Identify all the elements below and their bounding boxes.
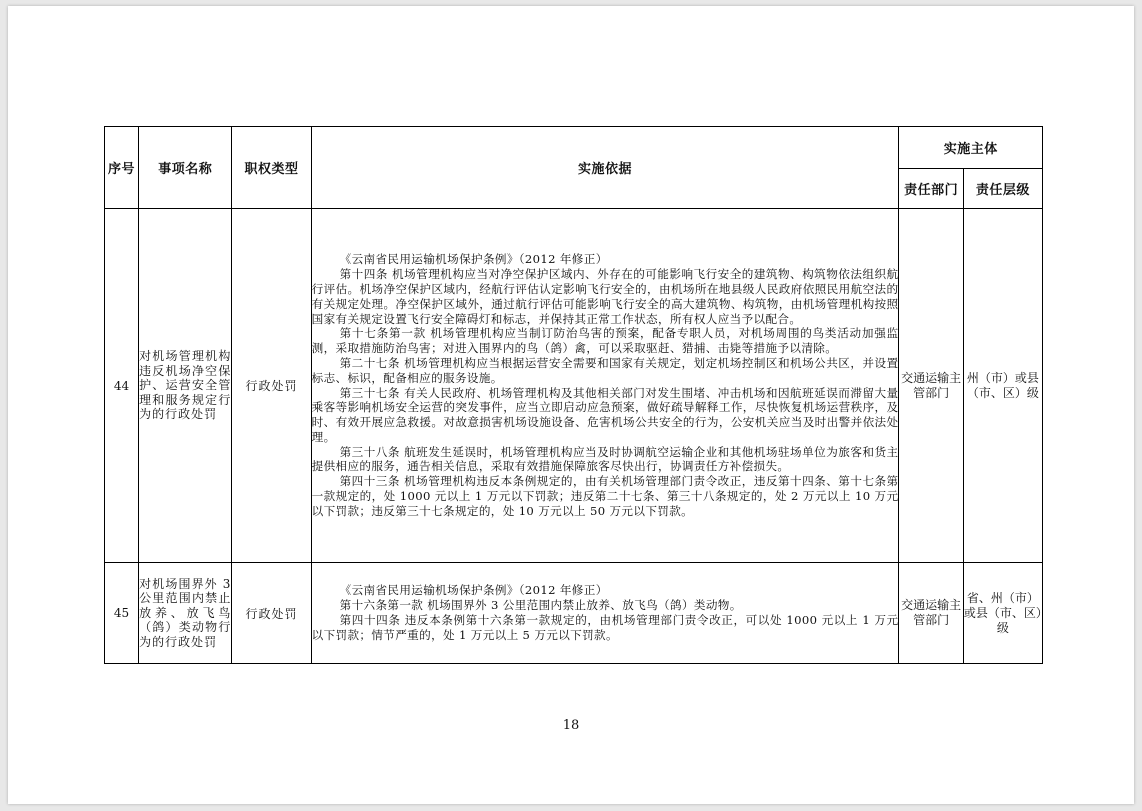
basis-paragraph: 第十七条第一款 机场管理机构应当制订防治鸟害的预案，配备专职人员，对机场周围的鸟类活动加强监测，采取措施防治鸟害；对进入围界内的鸟（鸽）禽，可以采取驱赶、猎捕、击毙等措施予以清除。 (311, 326, 899, 356)
header-subject: 实施主体 (899, 127, 1043, 169)
header-item-name: 事项名称 (139, 127, 232, 209)
row-number: 44 (105, 209, 139, 563)
document-page (8, 6, 1134, 804)
header-dept: 责任部门 (899, 169, 963, 209)
basis-paragraph: 第十四条 机场管理机构应当对净空保护区域内、外存在的可能影响飞行安全的建筑物、构筑物依法组织航行评估。机场净空保护区域内，经航行评估认定影响飞行安全的，由机场所在地县级人民政府依照民用航空法的有关规定处理。净空保护区域外，通过航行评估可能影响飞行安全的高大建筑物、构筑物，由机场管理机构按照国家有关规定设置飞行安全障碍灯和标志，并保持其正常工作状态，所有权人应当予以配合。 (311, 267, 899, 326)
row-dept: 交通运输主管部门 (899, 563, 963, 664)
header-row (105, 127, 1043, 169)
basis-paragraph: 第三十七条 有关人民政府、机场管理机构及其他相关部门对发生围堵、冲击机场和因航班延误而滞留大量乘客等影响机场安全运营的突发事件，应当立即启动应急预案，做好疏导解释工作，尽快恢复机场运营秩序，及时、有效开展应急救援。对故意损害机场设施设备、危害机场公共安全的行为，公安机关应当及时出警并依法处理。 (311, 385, 899, 444)
row-number: 45 (105, 563, 139, 664)
header-power-type: 职权类型 (232, 127, 311, 209)
basis-paragraph: 《云南省民用运输机场保护条例》（2012 年修正） (339, 252, 608, 267)
header-level: 责任层级 (963, 169, 1042, 209)
page-number: 18 (562, 718, 580, 733)
row-level: 省、州（市）或县（市、区）级 (963, 563, 1042, 664)
basis-paragraph: 第四十三条 机场管理机构违反本条例规定的，由有关机场管理部门责令改正，违反第十四条、第十七条第一款规定的，处 1000 元以上 1 万元以下罚款；违反第二十七条、第三十八条规定的，处 2 万元以上 10 万元以下罚款；违反第三十七条规定的，处 10 万元以上 50 万元以下罚款。 (311, 474, 899, 518)
basis-paragraph: 第四十四条 违反本条例第十六条第一款规定的，由机场管理部门责令改正，可以处 1000 元以上 1 万元以下罚款；情节严重的，处 1 万元以上 5 万元以下罚款。 (311, 613, 899, 642)
header-seq: 序号 (105, 127, 139, 209)
row-power-type: 行政处罚 (232, 209, 311, 563)
basis-paragraph: 第三十八条 航班发生延误时，机场管理机构应当及时协调航空运输企业和其他机场驻场单位为旅客和货主提供相应的服务，通告相关信息，采取有效措施保障旅客尽快出行，协调责任方补偿损失。 (311, 444, 899, 474)
basis-paragraph: 第二十七条 机场管理机构应当根据运营安全需要和国家有关规定，划定机场控制区和机场公共区，并设置标志、标识，配备相应的服务设施。 (311, 355, 899, 385)
row-level: 州（市）或县（市、区）级 (963, 209, 1042, 563)
table-row (105, 563, 1043, 664)
basis-paragraph: 《云南省民用运输机场保护条例》（2012 年修正） (339, 583, 608, 598)
row-basis (311, 209, 899, 563)
row-power-type: 行政处罚 (232, 563, 311, 664)
row-dept: 交通运输主管部门 (899, 209, 963, 563)
basis-paragraph: 第十六条第一款 机场围界外 3 公里范围内禁止放养、放飞鸟（鸽）类动物。 (339, 598, 742, 613)
row-item-name: 对机场管理机构违反机场净空保护、运营安全管理和服务规定行为的行政处罚 (139, 209, 232, 563)
table-row (105, 209, 1043, 563)
row-item-name: 对机场围界外 3 公里范围内禁止放养、放飞鸟（鸽）类动物行为的行政处罚 (139, 563, 232, 664)
regulation-table (104, 126, 1043, 664)
header-basis: 实施依据 (311, 127, 899, 209)
row-basis (311, 563, 899, 664)
